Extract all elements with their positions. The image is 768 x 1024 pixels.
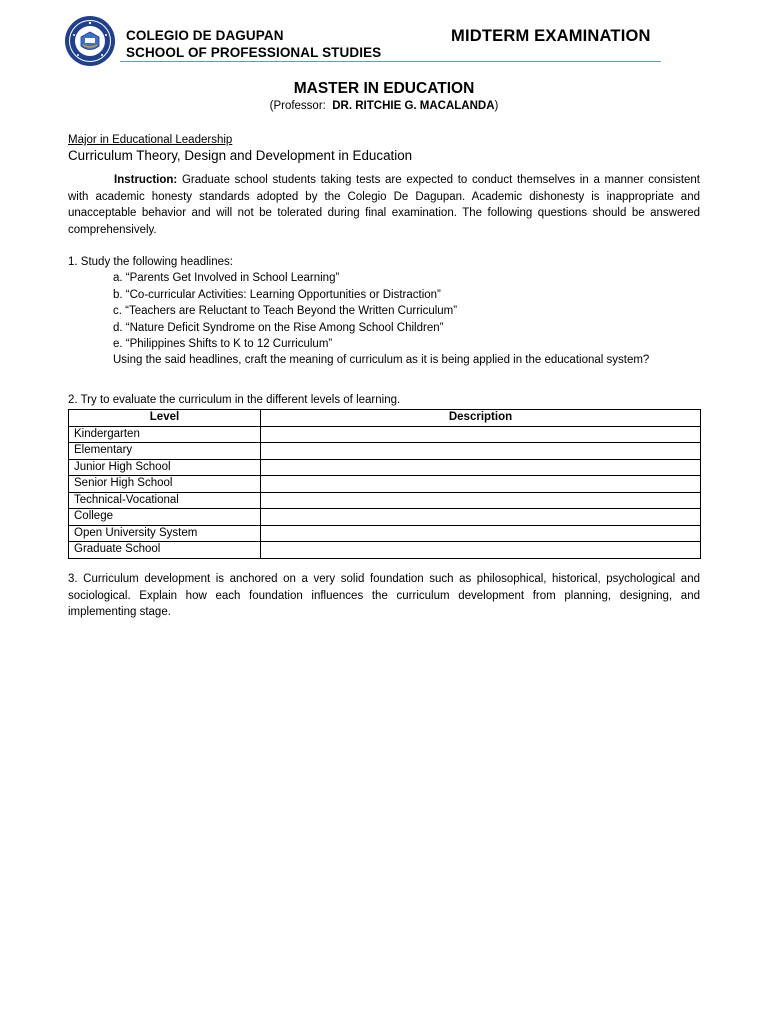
- question-3: 3. Curriculum development is anchored on a very solid foundation such as philosophical, historical, psychological and sociological. Explain how each foundation influences the curriculum development from planning, designing, and implementing stage.: [68, 573, 700, 618]
- table-row: [69, 492, 701, 509]
- headline-item: a. “Parents Get Involved in School Learning”: [113, 272, 340, 285]
- description-cell[interactable]: [261, 476, 701, 493]
- level-cell: Graduate School: [69, 542, 261, 559]
- table-row: [69, 426, 701, 443]
- professor-name: DR. RITCHIE G. MACALANDA: [332, 100, 495, 112]
- column-header-level: Level: [69, 410, 261, 427]
- description-cell[interactable]: [261, 443, 701, 460]
- level-cell: Junior High School: [69, 459, 261, 476]
- professor-prefix: (Professor:: [269, 100, 326, 112]
- table-row: [69, 542, 701, 559]
- professor-line: [0, 100, 768, 112]
- description-cell[interactable]: [261, 459, 701, 476]
- column-header-description: Description: [261, 410, 701, 427]
- program-title: MASTER IN EDUCATION: [293, 80, 475, 97]
- instruction-label: Instruction:: [114, 174, 178, 186]
- question-1: [68, 254, 700, 369]
- level-cell: College: [69, 509, 261, 526]
- table-row: [69, 525, 701, 542]
- question-1-heading: 1. Study the following headlines:: [68, 256, 233, 268]
- table-row: [69, 443, 701, 460]
- course-title: Curriculum Theory, Design and Development in Education: [68, 148, 413, 163]
- table-header-row: [69, 410, 701, 427]
- table-row: [69, 476, 701, 493]
- level-cell: Open University System: [69, 525, 261, 542]
- school-name: [126, 27, 381, 61]
- headline-item: b. “Co-curricular Activities: Learning Opportunities or Distraction”: [113, 288, 441, 301]
- question-1-prompt: Using the said headlines, craft the meaning of curriculum as it is being applied in the educational system?: [113, 354, 650, 367]
- school-name-line1: COLEGIO DE DAGUPAN: [126, 28, 284, 43]
- table-row: [69, 459, 701, 476]
- header-divider: [120, 61, 661, 62]
- level-cell: Senior High School: [69, 476, 261, 493]
- question-2-heading: 2. Try to evaluate the curriculum in the different levels of learning.: [68, 394, 401, 406]
- description-cell[interactable]: [261, 542, 701, 559]
- school-name-line2: SCHOOL OF PROFESSIONAL STUDIES: [126, 45, 382, 60]
- level-cell: Technical-Vocational: [69, 492, 261, 509]
- description-cell[interactable]: [261, 426, 701, 443]
- school-seal-icon: [64, 15, 116, 67]
- headline-item: c. “Teachers are Reluctant to Teach Beyond the Written Curriculum”: [113, 305, 458, 318]
- description-cell[interactable]: [261, 492, 701, 509]
- headline-item: d. “Nature Deficit Syndrome on the Rise Among School Children”: [113, 321, 444, 334]
- level-cell: Kindergarten: [69, 426, 261, 443]
- major-label: Major in Educational Leadership: [68, 134, 233, 146]
- professor-suffix: ): [494, 100, 499, 112]
- headline-list: [68, 270, 700, 352]
- table-row: [69, 509, 701, 526]
- level-cell: Elementary: [69, 443, 261, 460]
- headline-item: e. “Philippines Shifts to K to 12 Curriculum”: [113, 338, 333, 351]
- instruction-text: Graduate school students taking tests are expected to conduct themselves in a manner consistent with academic honesty standards adopted by the Colegio De Dagupan. Academic dishonesty is inappropriate and unacceptable behavior and will not be tolerated during final examination. The following questions should be answered comprehensively.: [68, 174, 700, 236]
- description-cell[interactable]: [261, 509, 701, 526]
- instruction-paragraph: [68, 172, 700, 238]
- exam-title: MIDTERM EXAMINATION: [451, 27, 651, 45]
- description-cell[interactable]: [261, 525, 701, 542]
- levels-table: [68, 409, 701, 559]
